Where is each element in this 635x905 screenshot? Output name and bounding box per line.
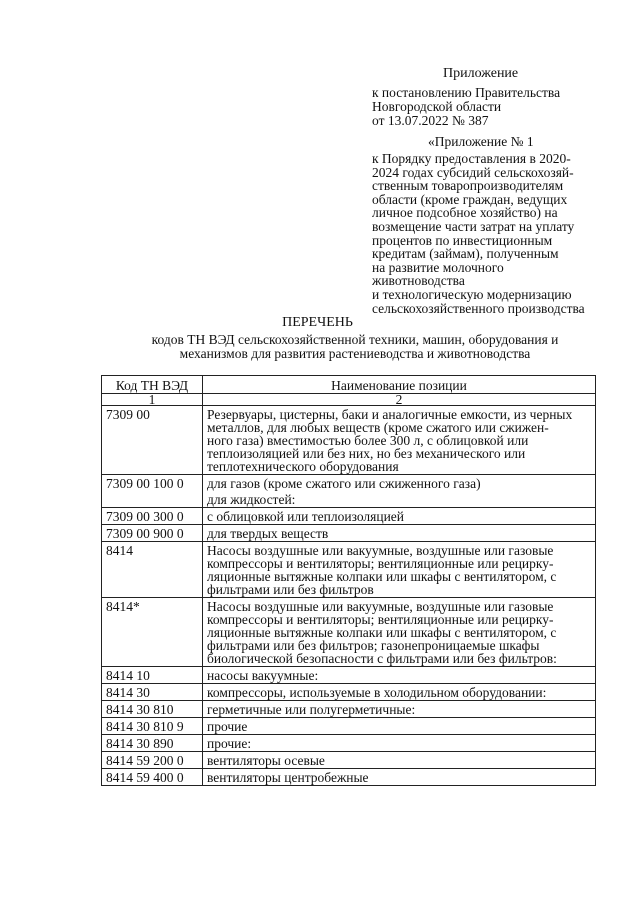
- decree-line: к постановлению Правительства: [372, 85, 561, 100]
- table-row: [102, 598, 596, 667]
- decree-line: от 13.07.2022 № 387: [372, 113, 489, 128]
- document-subtitle: [120, 333, 590, 360]
- name-line: с облицовкой или теплоизоляцией: [207, 509, 405, 524]
- sub-appendix-line: личное подсобное хозяйство) на: [372, 205, 558, 221]
- name-line: прочие: [207, 719, 248, 734]
- name-line: металлов, для любых веществ (кроме сжатого или сжижен-: [207, 420, 549, 435]
- code-cell: 8414 30 890: [102, 735, 203, 752]
- code-cell: 8414 30 810: [102, 701, 203, 718]
- codes-table: [101, 375, 596, 786]
- column-header-name: Наименование позиции: [203, 376, 596, 394]
- sub-appendix-line: сельскохозяйственного производства: [372, 300, 585, 316]
- name-line: компрессоры, используемые в холодильном оборудовании:: [207, 685, 547, 700]
- sub-appendix-title: «Приложение № 1: [428, 134, 534, 149]
- name-cell: [203, 406, 596, 475]
- table-row: [102, 406, 596, 475]
- table-header-row: [102, 376, 596, 394]
- table-row: [102, 525, 596, 542]
- name-line: вентиляторы центробежные: [207, 770, 369, 785]
- name-line: ного газа) вместимостью более 300 л, с облицовкой или: [207, 433, 529, 448]
- name-cell: [203, 598, 596, 667]
- name-cell: [203, 752, 596, 769]
- code-cell: 8414 30: [102, 684, 203, 701]
- sub-appendix-line: к Порядку предоставления в 2020-: [372, 151, 571, 166]
- name-line: прочие:: [207, 736, 252, 751]
- table-row: [102, 718, 596, 735]
- table-row: [102, 475, 596, 492]
- name-line: ляционные вытяжные колпаки или шкафы с вентилятором, с: [207, 625, 557, 640]
- subtitle-line: механизмов для развития растениеводства и животноводства: [179, 345, 531, 361]
- code-cell: 8414 59 400 0: [102, 769, 203, 786]
- decree-reference: [372, 86, 604, 128]
- code-cell: 8414: [102, 542, 203, 598]
- column-numbers-row: [102, 394, 596, 406]
- name-cell: [203, 508, 596, 525]
- name-cell: [203, 475, 596, 492]
- code-cell: 7309 00 900 0: [102, 525, 203, 542]
- name-line: теплотехнического оборудования: [207, 459, 399, 474]
- table-row: [102, 752, 596, 769]
- name-line: фильтрами или без фильтров; газонепроницаемые шкафы: [207, 638, 540, 653]
- code-cell: 8414 30 810 9: [102, 718, 203, 735]
- name-line: насосы вакуумные:: [207, 668, 319, 683]
- name-line: для жидкостей:: [207, 492, 296, 507]
- name-line: вентиляторы осевые: [207, 753, 325, 768]
- name-cell: [203, 735, 596, 752]
- name-line: Насосы воздушные или вакуумные, воздушные или газовые: [207, 599, 554, 614]
- appendix-heading: Приложение: [443, 66, 519, 81]
- name-line: Насосы воздушные или вакуумные, воздушные или газовые: [207, 543, 554, 558]
- name-line: Резервуары, цистерны, баки и аналогичные емкости, из черных: [207, 407, 573, 422]
- name-cell: [203, 491, 596, 508]
- code-cell: 7309 00: [102, 406, 203, 475]
- name-cell: [203, 667, 596, 684]
- name-cell: [203, 525, 596, 542]
- name-cell: [203, 542, 596, 598]
- table-row: [102, 542, 596, 598]
- table-row: [102, 684, 596, 701]
- name-line: компрессоры и вентиляторы; вентиляционные или рецирку-: [207, 556, 554, 571]
- sub-appendix-description: [372, 152, 594, 315]
- sub-appendix-line: кредитам (займам), полученным: [372, 246, 559, 262]
- sub-appendix-line: на развитие молочного животноводства: [372, 259, 504, 289]
- name-line: для твердых веществ: [207, 526, 329, 541]
- code-cell: [102, 491, 203, 508]
- code-cell: 8414 10: [102, 667, 203, 684]
- sub-appendix-line: ственным товаропроизводителям: [372, 178, 564, 194]
- code-cell: 7309 00 100 0: [102, 475, 203, 492]
- sub-appendix-line: и технологическую модернизацию: [372, 286, 572, 302]
- name-cell: [203, 769, 596, 786]
- name-cell: [203, 701, 596, 718]
- column-header-code: Код ТН ВЭД: [102, 376, 203, 394]
- table-body: [102, 406, 596, 786]
- code-cell: 8414 59 200 0: [102, 752, 203, 769]
- code-cell: 7309 00 300 0: [102, 508, 203, 525]
- sub-appendix-line: возмещение части затрат на уплату: [372, 218, 575, 234]
- column-number: 1: [102, 394, 203, 406]
- subtitle-line: кодов ТН ВЭД сельскохозяйственной техники, машин, оборудования и: [151, 332, 559, 347]
- document-title: ПЕРЕЧЕНЬ: [282, 315, 353, 330]
- table-row: [102, 667, 596, 684]
- code-cell: 8414*: [102, 598, 203, 667]
- name-cell: [203, 718, 596, 735]
- name-line: герметичные или полугерметичные:: [207, 702, 416, 717]
- table-row: [102, 508, 596, 525]
- column-number: 2: [203, 394, 596, 406]
- table-row: [102, 491, 596, 508]
- name-line: биологической безопасности с фильтрами или без фильтров:: [207, 651, 557, 666]
- name-line: ляционные вытяжные колпаки или шкафы с вентилятором, с: [207, 569, 557, 584]
- name-line: теплоизоляцией или без них, но без механического или: [207, 446, 526, 461]
- sub-appendix-line: области (кроме граждан, ведущих: [372, 191, 568, 207]
- table-row: [102, 701, 596, 718]
- sub-appendix-line: процентов по инвестиционным: [372, 232, 553, 248]
- table-row: [102, 735, 596, 752]
- name-line: фильтрами или без фильтров: [207, 582, 374, 597]
- decree-line: Новгородской области: [372, 99, 502, 114]
- sub-appendix-line: 2024 годах субсидий сельскохозяй-: [372, 164, 574, 180]
- name-line: компрессоры и вентиляторы; вентиляционные или рецирку-: [207, 612, 554, 627]
- name-line: для газов (кроме сжатого или сжиженного газа): [207, 476, 481, 491]
- table-row: [102, 769, 596, 786]
- name-cell: [203, 684, 596, 701]
